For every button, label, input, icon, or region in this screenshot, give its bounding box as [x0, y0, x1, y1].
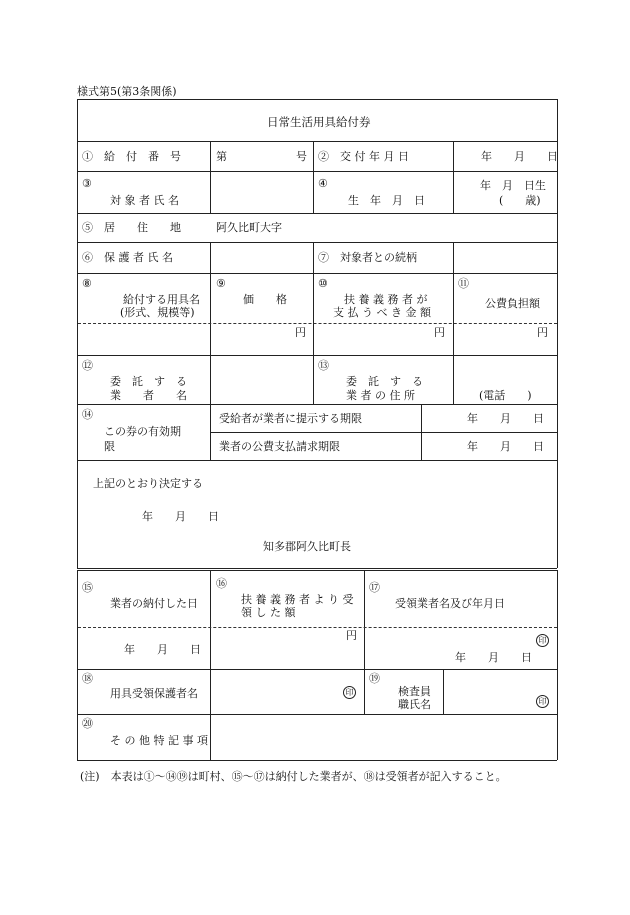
field-2-value: 年 月 日 [481, 150, 558, 163]
field-13-phone: (電話 ) [479, 389, 532, 402]
field-11-label: 公費負担額 [485, 297, 540, 310]
field-15-label: 業者の納付した日 [110, 597, 198, 610]
field-17-seal: 印 [536, 634, 549, 647]
field-7-label: ⑦ 対象者との続柄 [318, 251, 417, 264]
field-2-label: ② 交 付 年 月 日 [318, 150, 409, 163]
field-4-label: 生 年 月 日 [348, 194, 425, 207]
rule [77, 141, 557, 142]
deadline-present-value: 年 月 日 [467, 412, 544, 425]
dashed-rule [78, 323, 557, 324]
field-17-number: ⑰ [369, 581, 380, 594]
table-border-right [557, 99, 558, 568]
field-16-label-line2: 領 し た 額 [241, 606, 296, 619]
field-19-number: ⑲ [369, 672, 380, 685]
field-14-number: ⑭ [82, 408, 93, 421]
rule [77, 669, 557, 670]
lower-border-right [557, 570, 558, 760]
rule [77, 460, 557, 461]
rule [77, 213, 557, 214]
field-10-number: ⑩ [318, 277, 328, 290]
field-17-label: 受領業者名及び年月日 [395, 597, 505, 610]
rule [77, 714, 557, 715]
field-8-number: ⑧ [82, 277, 92, 290]
col-divider [313, 141, 314, 213]
lower-table-top [77, 570, 557, 571]
field-9-unit: 円 [295, 326, 306, 339]
col-divider [210, 141, 211, 213]
field-16-number: ⑯ [216, 577, 227, 590]
field-18-seal: 印 [343, 686, 356, 699]
field-17-date: 年 月 日 [455, 651, 532, 664]
field-13-label-line1: 委 託 す る [346, 375, 423, 388]
field-19-seal: 印 [536, 695, 549, 708]
field-1-prefix: 第 [216, 150, 227, 163]
field-18-number: ⑱ [82, 672, 93, 685]
field-1-label: ① 給 付 番 号 [82, 150, 181, 163]
field-4-value-line2: ( 歳) [499, 194, 541, 207]
lower-border-left [77, 570, 78, 760]
field-8-label-line2: (形式、規模等) [120, 306, 195, 319]
field-5-label: ⑤ 居 住 地 [82, 221, 181, 234]
col-divider [210, 570, 211, 760]
field-10-label-line1: 扶 養 義 務 者 が [344, 293, 428, 306]
field-18-label: 用具受領保護者名 [110, 687, 198, 700]
rule [77, 355, 557, 356]
field-14-label-line1: この券の有効期 [104, 425, 181, 438]
field-11-unit: 円 [537, 326, 548, 339]
field-8-label-line1: 給付する用具名 [123, 293, 200, 306]
field-19-label-line1: 検査員 [398, 685, 431, 698]
rule [77, 404, 557, 405]
field-12-label-line2: 業 者 名 [110, 389, 187, 402]
field-15-date: 年 月 日 [124, 643, 201, 656]
col-divider [453, 141, 454, 213]
field-10-label-line2: 支 払 う べ き 金 額 [333, 306, 431, 319]
rule [77, 242, 557, 243]
dashed-rule [78, 627, 557, 628]
issuer-name: 知多郡阿久比町長 [263, 540, 351, 553]
field-5-value: 阿久比町大字 [216, 221, 282, 234]
field-15-number: ⑮ [82, 581, 93, 594]
deadline-claim-value: 年 月 日 [467, 440, 544, 453]
col-divider [421, 404, 422, 460]
rule [77, 171, 557, 172]
field-16-unit: 円 [346, 629, 357, 642]
col-divider [210, 242, 211, 460]
decision-date: 年 月 日 [142, 510, 219, 523]
field-4-value-line1: 年 月 日生 [480, 179, 546, 192]
rule [210, 432, 557, 433]
col-divider [443, 669, 444, 714]
field-9-label: 価 格 [243, 293, 287, 306]
decision-text: 上記のとおり決定する [93, 477, 203, 490]
field-3-label: 対 象 者 氏 名 [110, 194, 179, 207]
field-6-label: ⑥ 保 護 者 氏 名 [82, 251, 173, 264]
field-1-suffix: 号 [296, 150, 307, 163]
field-14-label-line2: 限 [104, 440, 115, 453]
field-20-number: ⑳ [82, 717, 93, 730]
field-12-number: ⑫ [82, 359, 93, 372]
field-19-label-line2: 職氏名 [398, 698, 431, 711]
field-10-unit: 円 [434, 326, 445, 339]
deadline-present-label: 受給者が業者に提示する期限 [219, 412, 362, 425]
deadline-claim-label: 業者の公費支払請求期限 [219, 440, 340, 453]
field-20-label: そ の 他 特 記 事 項 [110, 734, 208, 747]
lower-table-bottom [77, 760, 557, 761]
field-13-number: ⑬ [318, 359, 329, 372]
form-number-header: 様式第5(第3条関係) [77, 85, 177, 98]
table-border-bottom-upper [77, 568, 557, 569]
form-title: 日常生活用具給付券 [267, 115, 371, 129]
field-13-label-line2: 業 者 の 住 所 [346, 389, 415, 402]
field-16-label-line1: 扶 養 義 務 者 よ り 受 [241, 593, 354, 606]
table-border-left [77, 99, 78, 568]
field-11-number: ⑪ [458, 277, 469, 290]
rule [77, 273, 557, 274]
field-9-number: ⑨ [216, 277, 226, 290]
field-12-label-line1: 委 託 す る [110, 375, 187, 388]
field-4-number: ④ [318, 177, 328, 190]
table-border-top [77, 99, 557, 100]
field-3-number: ③ [82, 177, 92, 190]
footnote: (注) 本表は①〜⑭⑲は町村、⑮〜⑰は納付した業者が、⑱は受領者が記入すること。 [80, 770, 507, 783]
col-divider [364, 570, 365, 714]
